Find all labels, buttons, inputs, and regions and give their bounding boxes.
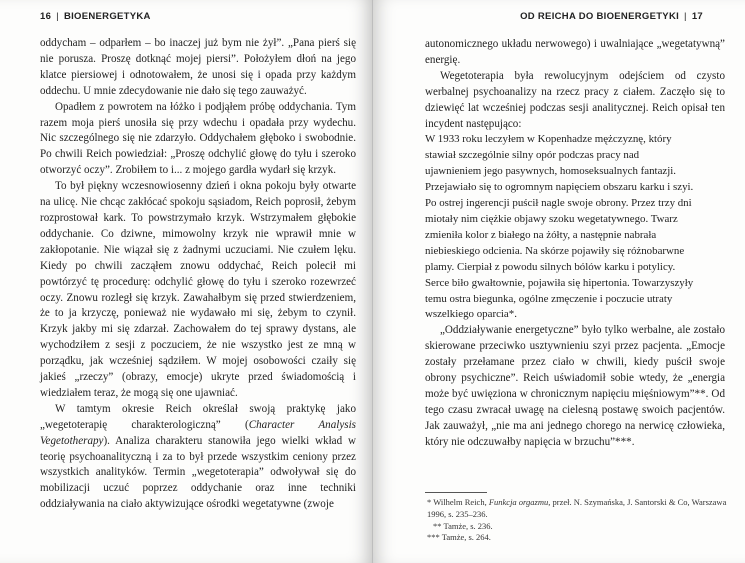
paragraph: oddycham – odparłem – bo inaczej już bym nie żył”. „Pana pierś się nie porusza. Proszę dotknąć mojej piersi”. Położyłem dłoń na jego klatce piersiowej i odnotowałem, że unosi się i opada przy każdym oddechu. U mnie zdecydowanie nie dało się tego zauważyć. — [40, 37, 356, 97]
left-page — [0, 0, 372, 563]
text-run: , przeł. N. Szymańska, J. Santorski & Co, Warszawa 1996, s. 235–236. — [427, 497, 727, 519]
right-running-title: OD REICHA DO BIOENERGETYKI — [520, 11, 680, 22]
paragraph — [40, 402, 356, 513]
text-run: W tamtym okresie Reich określał swoją praktykę jako „wegetoterapię charakterologiczną” ( — [40, 402, 356, 431]
left-running-title: BIOENERGETYKA — [63, 11, 151, 22]
left-page-number: 16 — [40, 11, 52, 22]
paragraph: autonomicznego układu nerwowego) i uwalniające „wegetatywną” energię. — [425, 38, 725, 66]
right-page — [373, 0, 745, 563]
paragraph: To był piękny wczesnowiosenny dzień i okna pokoju były otwarte na ulicę. Nie chcąc zakłócać spokoju sąsiadom, Reich poprosił, żebym rozprostował kark. To powstrzymało krzyk. Wstrzymałem głębokie oddychanie. Co dziwne, mimowolny krzyk nie wprawił mnie w zakłopotanie. Nie wiązał się z żadnymi uczuciami. Nie czułem lęku. Kiedy po chwili zacząłem znowu oddychać, Reich polecił mi powtórzyć tę procedurę: odchylić głowę do tyłu i szeroko rozewrzeć oczy. Znowu rozległ się krzyk. Zawahałbym się przed stwierdzeniem, że to ja krzyczę, ponieważ nie wydawało mi się, żebym to czynił. Krzyk jakby mi się zdarzał. Zachowałem do tej sprawy dystans, ale wychodziłem z sesji z poczuciem, że nie wszystko jest ze mną w porządku, jak wcześniej sądziłem. W mojej osobowości czaiły się jakieś „rzeczy” (obrazy, emocje) ukryte przed świadomością i wiedziałem teraz, że mogą się one ujawniać. — [40, 180, 356, 399]
paragraph: Opadłem z powrotem na łóżko i podjąłem próbę oddychania. Tym razem moja pierś unosiła się przy wdechu i opadała przy wydechu. Nic szczególnego się nie zdarzyło. Oddychałem głęboko i swobodnie. Po chwili Reich powiedział: „Proszę odchylić głowę do tyłu i szeroko otworzyć oczy”. Zrobiłem to i... z mojego gardła wydarł się krzyk. — [40, 100, 356, 177]
block-quote: W 1933 roku leczyłem w Kopenhadze mężczyznę, który stawiał szczególnie silny opór podczas pracy nad ujawnieniem jego pasywnych, homoseksualnych fantazji. Przejawiało się to ogromnym napięciem obszaru karku i szyi. Po ostrej ingerencji puścił nagle swoje obrony. Przez trzy dni miotały nim ciężkie objawy szoku wegetatywnego. Twarz zmieniła kolor z białego na żółty, a następnie nabrała niebieskiego odcienia. Na skórze pojawiły się różnobarwne plamy. Cierpiał z powodu silnych bólów karku i potylicy. Serce biło gwałtownie, pojawiła się hipertonia. Towarzyszyły temu ostra biegunka, ogólne zmęczenie i poczucie utraty wszelkiego oparcia*. — [425, 133, 694, 321]
footnote: *** Tamże, s. 264. — [427, 532, 491, 543]
right-body-text — [425, 37, 725, 451]
left-body-text — [40, 36, 356, 513]
left-running-head — [40, 11, 151, 22]
text-run: ). Analiza charakteru stanowiła jego wielki wkład w teorię psychoanalityczną i za to był przede wszystkim ceniony przez wszystkich analityków. Termin „wegetoterapia” odwoływał się do mobilizacji uczuć poprzez oddychanie oraz inne techniki oddziaływania na ciało aktywizujące ośrodki wegetatywne (zwoje — [40, 434, 356, 511]
footnotes — [425, 492, 730, 544]
footnote-rule — [425, 492, 487, 493]
header-separator: | — [684, 11, 687, 22]
book-title-italic: Character Analysis Vegetotherapy — [40, 418, 356, 447]
right-page-number: 17 — [691, 11, 703, 22]
right-running-head — [520, 11, 703, 22]
text-run: * Wilhelm Reich, — [427, 497, 489, 507]
footnote: ** Tamże, s. 236. — [433, 520, 493, 531]
header-separator: | — [56, 11, 59, 22]
paragraph: Wegetoterapia była rewolucyjnym odejściem od czysto werbalnej psychoanalizy na rzecz pracy z ciałem. Zaczęło się to dziewięć lat wcześniej podczas sesji analitycznej. Reich opisał ten incydent następująco: — [425, 69, 725, 130]
book-title-italic: Funkcja orgazmu — [488, 497, 549, 507]
footnote — [425, 497, 730, 521]
paragraph: „Oddziaływanie energetyczne” było tylko werbalne, ale zostało skierowane przeciwko usztywnieniu szyi przez pacjenta. „Emocje zostały przełamane przez ciało w chwili, kiedy puścił swoje obrony psychiczne”. Reich uświadomił sobie wtedy, że „energia może być uwięziona w chronicznym napięciu mięśniowym”**. Od tego czasu zwracał uwagę na cielesną postawę swoich pacjentów. Jak zauważył, „nie ma ani jednego chorego na nerwicę człowieka, który nie odczuwałby napięcia w brzuchu”***. — [425, 324, 725, 448]
